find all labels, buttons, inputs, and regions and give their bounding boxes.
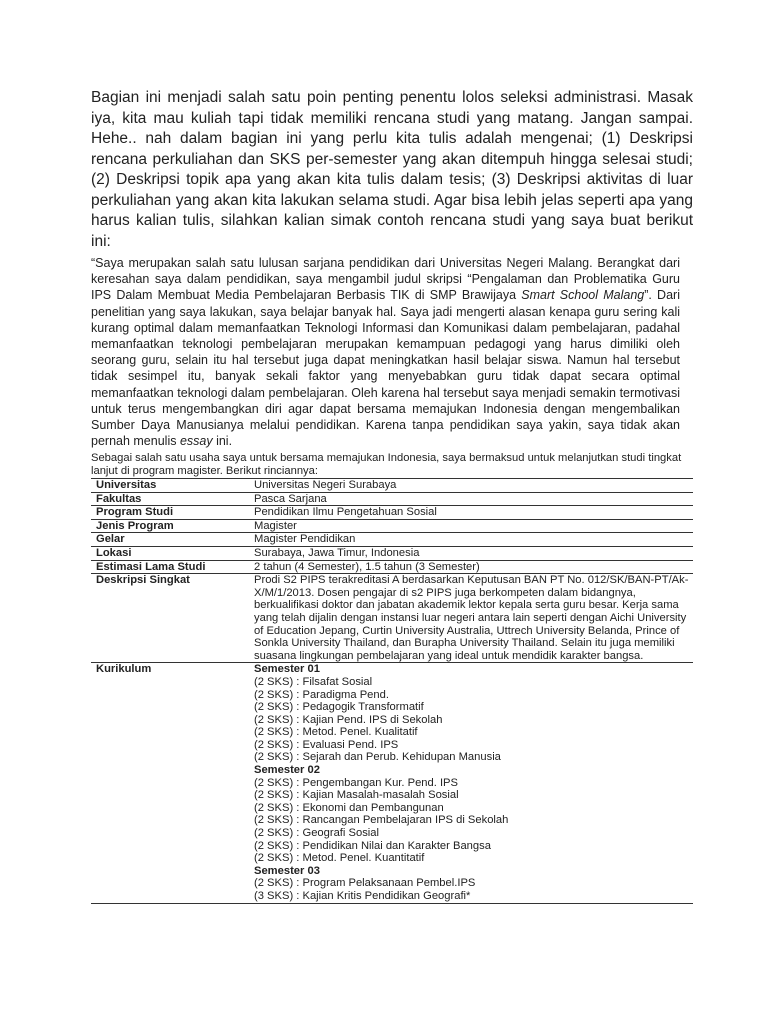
course-item: (2 SKS) : Kajian Masalah-masalah Sosial [254, 789, 459, 802]
table-row [91, 560, 693, 574]
quote-text-part2: ”. Dari penelitian yang saya lakukan, saya belajar banyak hal. Saya jadi mengerti alasan kenapa guru sering kali kurang optimal dalam memanfaatkan Teknologi Informasi dan Komunikasi dalam pembelajaran, padahal memanfaatkan teknologi pembelajaran merupakan kemampuan pedagogi yang harus dimiliki oleh seorang guru, selain itu hal tersebut juga dapat meningkatkan hasil belajar siswa. Namun hal tersebut tidak sesimpel itu, banyak sekali faktor yang menyebabkan guru tidak dapat secara optimal memanfaatkan teknologi dalam pembelajaran. Oleh karena hal tersebut saya menjadi semakin termotivasi untuk terus mengembangkan diri agar dapat bersama memajukan Indonesia dengan mengembalikan Sumber Daya Manusianya melalui pendidikan. Karena tanpa pendidikan saya yakin, saya tidak akan pernah menulis [91, 288, 680, 449]
table-row [91, 479, 693, 493]
lead-sentence: Sebagai salah satu usaha saya untuk bersama memajukan Indonesia, saya bermaksud untuk melanjutkan studi tingkat lanjut di program magister. Berikut rinciannya: [91, 452, 682, 478]
course-item: (2 SKS) : Metod. Penel. Kualitatif [254, 726, 418, 739]
course-item: (2 SKS) : Rancangan Pembelajaran IPS di Sekolah [254, 814, 509, 827]
row-label: Program Studi [91, 506, 248, 520]
table-row [91, 506, 693, 520]
semester-title: Semester 03 [254, 864, 320, 877]
table-row-kurikulum [91, 663, 693, 903]
row-label: Gelar [91, 533, 248, 547]
row-value: Pasca Sarjana [248, 492, 693, 506]
quote-paragraph [91, 255, 680, 449]
row-value: Magister [248, 519, 693, 533]
row-value: Prodi S2 PIPS terakreditasi A berdasarkan Keputusan BAN PT No. 012/SK/BAN-PT/Ak-X/M/1/2013. Dosen pengajar di s2 PIPS juga berkompeten dalam bidangnya, berkualifikasi doktor dan jabatan akademik lektor kepala serta guru besar. Kerja sama yang telah dijalin dengan instansi luar negeri antara lain seperti dengan Aichi University of Education Jepang, Curtin University Australia, Uttrech University Belanda, Prince of Sonkla University Thailand, dan Burapha University Thailand. Selain itu juga memiliki suasana lingkungan pembelajaran yang ideal untuk mendidik karakter bangsa. [248, 574, 693, 663]
course-item: (2 SKS) : Evaluasi Pend. IPS [254, 738, 399, 751]
table-row [91, 574, 693, 663]
kurikulum-list [248, 663, 693, 903]
row-value: Magister Pendidikan [248, 533, 693, 547]
row-value: Surabaya, Jawa Timur, Indonesia [248, 546, 693, 560]
course-item: (2 SKS) : Ekonomi dan Pembangunan [254, 801, 444, 814]
quote-text-part1: “Saya merupakan salah satu lulusan sarjana pendidikan dari Universitas Negeri Malang. Berangkat dari keresahan saya dalam pendidikan, saya mengambil judul skripsi “Pengalaman dan Problematika Guru IPS Dalam Membuat Media Pembelajaran Berbasis TIK di SMP Brawijaya [91, 256, 680, 303]
intro-paragraph: Bagian ini menjadi salah satu poin penting penentu lolos seleksi administrasi. Masak iya, kita mau kuliah tapi tidak memiliki rencana studi yang matang. Jangan sampai. Hehe.. nah dalam bagian ini yang perlu kita tulis adalah mengenai; (1) Deskripsi rencana perkuliahan dan SKS per-semester yang akan ditempuh hingga selesai studi; (2) Deskripsi topik apa yang akan kita tulis dalam tesis; (3) Deskripsi aktivitas di luar perkuliahan yang akan kita lakukan selama studi. Agar bisa lebih jelas seperti apa yang harus kalian tulis, silahkan kalian simak contoh rencana studi yang saya buat berikut ini: [91, 89, 693, 250]
row-label: Fakultas [91, 492, 248, 506]
row-label: Estimasi Lama Studi [91, 560, 248, 574]
row-value: Pendidikan Ilmu Pengetahuan Sosial [248, 506, 693, 520]
study-plan-table [91, 478, 693, 904]
course-item: (2 SKS) : Pendidikan Nilai dan Karakter Bangsa [254, 839, 491, 852]
course-item: (2 SKS) : Pedagogik Transformatif [254, 701, 424, 714]
course-item: (2 SKS) : Sejarah dan Perub. Kehidupan Manusia [254, 751, 501, 764]
course-item: (2 SKS) : Geografi Sosial [254, 827, 379, 840]
study-plan-table-body [91, 479, 693, 904]
quote-italic-school: Smart School Malang [521, 288, 645, 303]
quote-text-part3: ini. [212, 434, 233, 449]
row-label: Universitas [91, 479, 248, 493]
quote-italic-essay: essay [179, 434, 213, 449]
semester-title: Semester 02 [254, 764, 320, 777]
table-row [91, 546, 693, 560]
semester-title: Semester 01 [254, 663, 320, 676]
course-item: (2 SKS) : Metod. Penel. Kuantitatif [254, 852, 425, 865]
table-row [91, 519, 693, 533]
table-row [91, 492, 693, 506]
row-label: Kurikulum [91, 663, 248, 903]
row-label: Deskripsi Singkat [91, 574, 248, 663]
row-label: Jenis Program [91, 519, 248, 533]
table-row [91, 533, 693, 547]
course-item: (2 SKS) : Kajian Pend. IPS di Sekolah [254, 713, 443, 726]
course-item: (2 SKS) : Pengembangan Kur. Pend. IPS [254, 776, 458, 789]
course-item: (2 SKS) : Filsafat Sosial [254, 675, 373, 688]
row-label: Lokasi [91, 546, 248, 560]
row-value: 2 tahun (4 Semester), 1.5 tahun (3 Semester) [248, 560, 693, 574]
course-item: (2 SKS) : Program Pelaksanaan Pembel.IPS [254, 877, 476, 890]
course-item: (3 SKS) : Kajian Kritis Pendidikan Geografi* [254, 890, 471, 902]
row-value: Universitas Negeri Surabaya [248, 479, 693, 493]
course-item: (2 SKS) : Paradigma Pend. [254, 688, 389, 701]
